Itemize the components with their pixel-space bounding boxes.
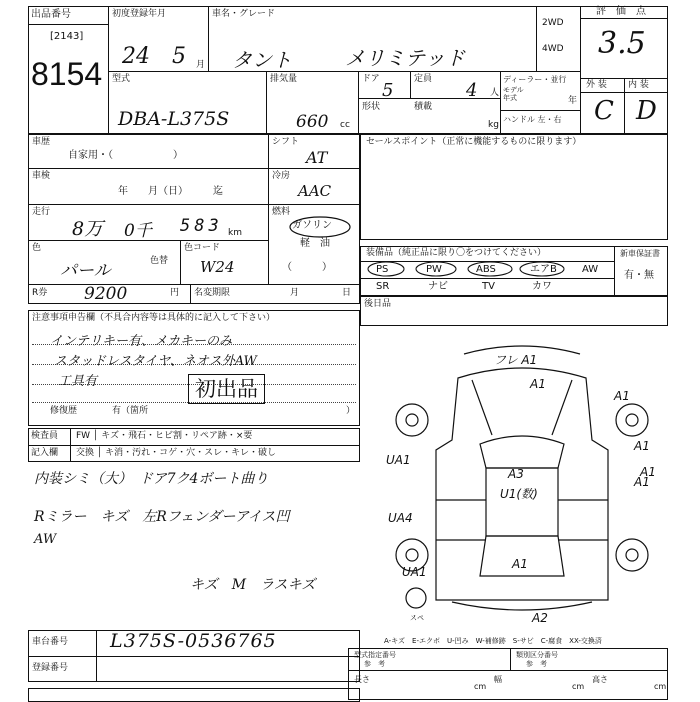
divider xyxy=(208,6,209,71)
divider xyxy=(28,24,108,25)
fuel-other: （ ） xyxy=(282,262,332,273)
equip-navi: ナビ xyxy=(428,281,448,292)
diagram-mark-12: A2 xyxy=(532,611,548,625)
spec-frame xyxy=(348,648,668,700)
spec-height-unit: cm xyxy=(654,682,667,691)
divider xyxy=(180,240,181,284)
divider xyxy=(190,284,191,304)
remarks-line2: Rミラー キズ 左Rフェンダーアイス凹 xyxy=(34,509,290,525)
eval-ext-label: 外 装 xyxy=(586,80,607,90)
name-label: 車名・グレード xyxy=(212,9,276,19)
divider xyxy=(28,240,268,241)
rear-label: 後日品 xyxy=(364,299,392,309)
sales-label: セールスポイント（正常に機能するものに限ります） xyxy=(366,137,582,147)
divider xyxy=(410,71,411,98)
inspector-label: 検査員 xyxy=(31,431,59,441)
mileage-rest: 583 xyxy=(180,216,223,236)
type-label: 型式 xyxy=(112,74,131,84)
divider xyxy=(500,71,501,134)
disp-label: 排気量 xyxy=(270,74,298,84)
equip-leather: カワ xyxy=(532,281,552,292)
spec-label2b: 参 考 xyxy=(526,660,547,668)
spec-length: 長さ xyxy=(354,675,370,684)
divider xyxy=(580,6,581,134)
spec-width-unit: cm xyxy=(572,682,585,691)
grade-name: メリミテッド xyxy=(345,46,465,70)
divider xyxy=(360,278,614,279)
equipment-circle-marks xyxy=(360,258,614,278)
mileage-label: 走行 xyxy=(32,207,51,217)
spec-height: 高さ xyxy=(592,675,608,684)
recycle-label: R券 xyxy=(32,288,48,298)
diagram-mark-6: A1 xyxy=(634,475,650,489)
diagram-mark-3: A1 xyxy=(614,389,630,403)
load-unit: kg xyxy=(488,120,499,130)
inspector-row1: FW │ キズ・飛石・ヒビ割・リペア跡・×要 xyxy=(76,431,253,441)
equip-tv: TV xyxy=(482,281,495,292)
ac-value: AAC xyxy=(298,182,332,200)
color-value: パール xyxy=(60,261,111,281)
capacity-label: 定員 xyxy=(414,74,433,84)
meigi-month: 月 xyxy=(290,288,300,298)
recycle-unit: 円 xyxy=(170,288,180,298)
diagram-mark-2: A1 xyxy=(530,377,546,391)
divider xyxy=(108,6,109,134)
repair-value: 有（箇所 xyxy=(112,406,149,416)
diagram-mark-4: A1 xyxy=(634,439,650,453)
model-name: タント xyxy=(232,48,292,72)
equip-pw: PW xyxy=(426,264,442,275)
fuel-label: 燃料 xyxy=(272,207,291,217)
divider xyxy=(536,6,537,71)
inspection-value: 年 月（日） 迄 xyxy=(118,186,223,197)
diagram-mark-9: UA4 xyxy=(388,511,413,525)
drive-4wd: 4WD xyxy=(542,44,564,54)
dealer-label: ディーラー・並行 xyxy=(503,75,567,84)
inspection-label: 車検 xyxy=(32,171,51,181)
first-reg-year: 24 xyxy=(122,44,150,69)
mileage-man: 8万 xyxy=(72,218,104,240)
inspector-row2: 交換 │ キ消・汚れ・コゲ・穴・スレ・キレ・破し xyxy=(76,448,277,458)
rear-frame xyxy=(360,296,668,326)
eval-int-value: D xyxy=(636,96,657,126)
equip-ps: PS xyxy=(376,264,389,275)
divider xyxy=(28,204,360,205)
first-reg-month: 5 xyxy=(172,44,186,69)
drive-2wd: 2WD xyxy=(542,18,564,28)
equip-aw: AW xyxy=(582,264,599,275)
load-label: 積載 xyxy=(414,102,433,112)
eval-int-label: 内 装 xyxy=(628,80,649,90)
damage-legend: A-キズ E-エクボ U-凹み W-補修跡 S-サビ C-腐食 XX-交換済 xyxy=(384,637,602,645)
divider xyxy=(28,168,360,169)
spec-width: 幅 xyxy=(494,675,502,684)
diagram-mark-7: A3 xyxy=(508,467,524,481)
spec-label2: 類別区分番号 xyxy=(516,651,558,659)
sales-frame xyxy=(360,134,668,240)
mileage-unit: km xyxy=(228,228,242,238)
lot-number: 8154 xyxy=(31,56,103,92)
chassis-label: 車台番号 xyxy=(32,637,69,647)
notes-line2: スタッドレスタイヤ、ネオス外AW xyxy=(54,354,257,369)
registration-label: 登録番号 xyxy=(32,663,69,673)
diagram-mark-8: U1(数) xyxy=(500,487,538,501)
diagram-mark-1: フレ A1 xyxy=(494,353,538,367)
lot-label: 出品番号 xyxy=(31,9,71,20)
spec-label1b: 参 考 xyxy=(364,660,385,668)
color-change-label: 色替 xyxy=(150,256,169,266)
divider xyxy=(358,71,359,134)
notes-label: 注意事項申告欄（不具合内容等は具体的に記入して下さい） xyxy=(32,313,276,323)
eval-label: 評 価 点 xyxy=(596,6,646,17)
diagram-mark-5: UA1 xyxy=(386,453,411,467)
divider xyxy=(28,284,360,285)
chassis-value: L375S-0536765 xyxy=(110,630,277,652)
notes-line3: 工具有 xyxy=(58,374,98,389)
color-code-label: 色コード xyxy=(184,243,221,253)
first-reg-label: 初度登録年月 xyxy=(112,9,167,19)
capacity-value: 4 xyxy=(466,80,478,101)
shift-value: AT xyxy=(306,148,328,167)
color-label: 色 xyxy=(32,243,42,253)
equip-airbag: エアB xyxy=(530,264,557,275)
color-code-value: W24 xyxy=(200,258,235,276)
disp-unit: cc xyxy=(340,120,350,130)
fuel-gasoline: ガソリン xyxy=(292,220,332,231)
remarks-line1: 内装シミ（大） ドア7ク4ボート曲り xyxy=(34,471,269,487)
history-value: 自家用・（ ） xyxy=(68,150,183,161)
divider xyxy=(108,71,580,72)
doors-label: ドア xyxy=(362,74,380,84)
divider xyxy=(510,648,511,670)
capacity-unit: 人 xyxy=(490,88,500,98)
divider xyxy=(268,134,269,284)
divider xyxy=(358,98,500,99)
equip-abs: ABS xyxy=(476,264,496,275)
divider xyxy=(614,246,615,296)
remarks-line4: キズ M ラスキズ xyxy=(190,577,316,593)
equipment-label: 装備品（純正品に限り〇をつけてください） xyxy=(366,248,547,258)
divider xyxy=(266,71,267,134)
model-year-unit: 年 xyxy=(568,96,578,106)
mileage-sen: 0千 xyxy=(124,221,152,241)
notes-line1: インテリキー有、メカキーのみ xyxy=(50,334,233,349)
first-reg-month-unit: 月 xyxy=(196,60,206,70)
remarks-line3: AW xyxy=(34,532,57,547)
model-year-label: モデル年式 xyxy=(503,86,524,102)
repair-close: ） xyxy=(346,406,356,416)
eval-score: 3.5 xyxy=(598,26,646,61)
doors-value: 5 xyxy=(382,80,394,101)
fuel-circle-mark xyxy=(286,214,354,240)
recycle-value: 9200 xyxy=(84,284,128,304)
diagram-mark-13: A1 xyxy=(640,465,656,479)
type-value: DBA-L375S xyxy=(118,108,230,130)
warranty-label: 新車保証書 xyxy=(620,249,660,258)
meigi-day: 日 xyxy=(342,288,352,298)
fuel-diesel: 軽 油 xyxy=(300,238,330,249)
spec-length-unit: cm xyxy=(474,682,487,691)
divider xyxy=(28,445,360,446)
ac-label: 冷房 xyxy=(272,171,291,181)
divider xyxy=(28,656,360,657)
shift-label: シフト xyxy=(272,137,300,147)
diagram-mark-10: A1 xyxy=(512,557,528,571)
divider xyxy=(348,670,668,671)
first-listing-stamp: 初出品 xyxy=(188,374,265,404)
equip-sr: SR xyxy=(376,281,390,292)
repair-label: 修復歴 xyxy=(50,406,78,416)
warranty-value: 有・無 xyxy=(624,270,654,281)
divider xyxy=(580,18,668,19)
eval-ext-value: C xyxy=(594,96,614,126)
divider xyxy=(500,110,580,111)
spare-label: スペ xyxy=(410,614,424,622)
disp-value: 660 xyxy=(296,112,329,132)
meigi-label: 名変期限 xyxy=(194,288,231,298)
lot-code: [2143] xyxy=(50,31,84,42)
divider xyxy=(624,78,625,134)
spec-label1: 型式指定番号 xyxy=(354,651,396,659)
car-diagram xyxy=(372,340,672,630)
entry-label: 記入欄 xyxy=(31,448,59,458)
history-label: 車歴 xyxy=(32,137,51,147)
handle-label: ハンドル 左・右 xyxy=(503,115,562,124)
diagram-mark-11: UA1 xyxy=(402,565,427,579)
shape-label: 形状 xyxy=(362,102,381,112)
